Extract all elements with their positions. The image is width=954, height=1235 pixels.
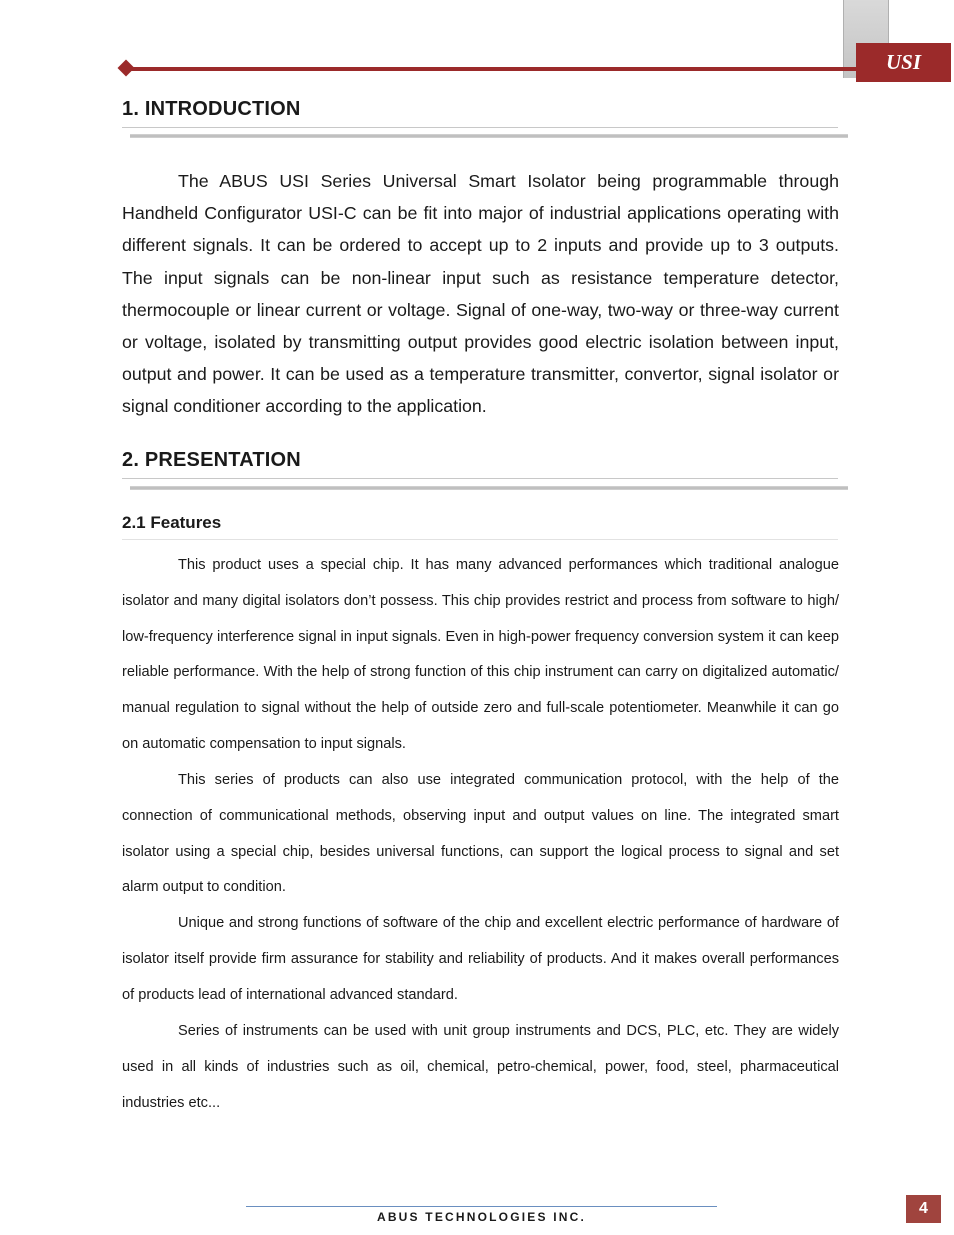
features-paragraph-3: Unique and strong functions of software of the chip and excellent electric performance of hardware of isolator itself provide firm assurance for stability and reliability of products. And it makes overall performances of products lead of international advanced standard.: [122, 915, 839, 1003]
section-heading-presentation: 2. PRESENTATION: [122, 449, 301, 471]
features-paragraph-4: Series of instruments can be used with unit group instruments and DCS, PLC, etc. They are widely used in all kinds of industries such as oil, chemical, petro-chemical, power, food, steel, pharmaceutical industries etc...: [122, 1023, 839, 1111]
page-number: 4: [906, 1195, 941, 1223]
heading-divider: [130, 134, 848, 138]
heading-underline: [122, 478, 838, 479]
section-heading-introduction: 1. INTRODUCTION: [122, 98, 301, 120]
intro-paragraph: The ABUS USI Series Universal Smart Isolator being programmable through Handheld Configurator USI-C can be fit into major of industrial applications operating with different signals. It can be ordered to accept up to 2 inputs and provide up to 3 outputs. The input signals can be non-linear input such as resistance temperature detector, thermocouple or linear current or voltage. Signal of one-way, two-way or three-way current or voltage, isolated by transmitting output provides good electric isolation between input, output and power. It can be used as a temperature transmitter, convertor, signal isolator or signal conditioner according to the application.: [122, 171, 839, 417]
header-rule: [126, 67, 886, 71]
subheading-underline: [122, 539, 838, 540]
brand-badge: USI: [856, 43, 951, 82]
footer-rule: [246, 1206, 717, 1207]
subsection-heading-features: 2.1 Features: [122, 513, 222, 532]
heading-divider: [130, 486, 848, 490]
features-paragraph-2: This series of products can also use integrated communication protocol, with the help of the connection of communicational methods, observing input and output values on line. The integrated smart isolator using a special chip, besides universal functions, can support the logical process to signal and set alarm output to condition.: [122, 772, 839, 896]
features-paragraph-1: This product uses a special chip. It has many advanced performances which traditional analogue isolator and many digital isolators don’t possess. This chip provides restrict and process from software to high/ low-frequency interference signal in input signals. Even in high-power frequency conversion system it can keep reliable performance. With the help of strong function of this chip instrument can carry on digitalized automatic/ manual regulation to signal without the help of outside zero and full-scale potentiometer. Meanwhile it can go on automatic compensation to input signals.: [122, 557, 839, 752]
footer-company-name: ABUS TECHNOLOGIES INC.: [376, 1210, 587, 1224]
heading-underline: [122, 127, 838, 128]
header-diamond-icon: [118, 60, 135, 77]
